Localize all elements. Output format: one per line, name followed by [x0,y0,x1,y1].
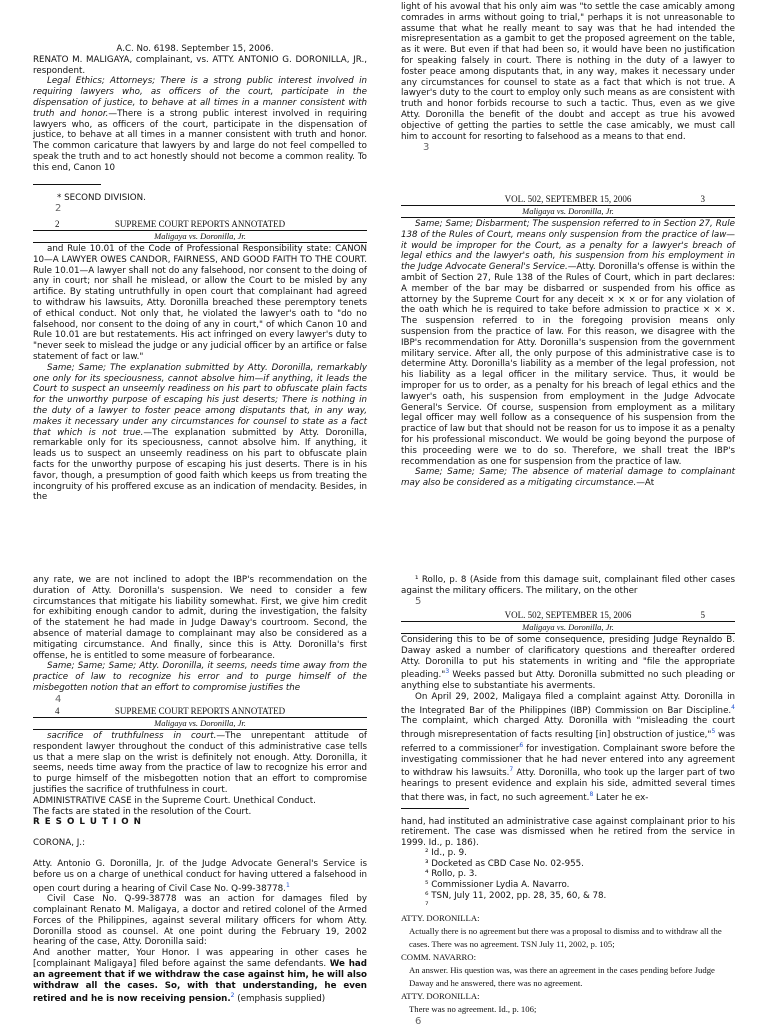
syllabus-1-italic: Legal Ethics; Attorneys; There is a strong public interest involved in requiring lawyers who, as officers of the court, participate in the dispensation of justice, to behave at all times in a manner consistent with truth and honor. [33,76,367,119]
quoted-statement [33,948,367,1005]
page-header-title: SUPREME COURT REPORTS ANNOTATED [114,706,286,716]
ponente: CORONA, J.: [33,838,85,849]
footnote-ref[interactable]: 7 [509,766,514,774]
page-number: 6 [415,1015,422,1027]
panel-1 [33,44,367,215]
footnote-ref[interactable]: 4 [731,703,735,711]
footnote-1: ¹ Rollo, p. 8 (Aside from this damage suit, complainant filed other cases against the military officers. The military, on the other [401,575,735,596]
resolution-para-3-text-b: Weeks passed but Atty. Doronilla submitted no such pleading or anything else to substantiate his averments. [401,670,735,692]
panel-6 [33,706,367,1005]
syllabus-5 [401,467,735,489]
footnote-5: ⁵ Commissioner Lydia A. Navarro. [425,880,570,891]
resolution-para-3-text: Considering this to be of some consequence, presiding Judge Reynaldo B. Daway asked a number of clarificatory questions and thereafter ordered Atty. Doronilla to put his statements in writing and "file the appropriate pleading." [401,635,735,681]
syllabus-5-text: —At [636,478,655,489]
page-header [401,610,735,622]
case-parties: RENATO M. MALIGAYA, complainant, vs. ATTY. ANTONIO G. DORONILLA, JR., respondent. [33,54,367,76]
page-subheader: Maligaya vs. Doronilla, Jr. [401,206,735,218]
page-subheader: Maligaya vs. Doronilla, Jr. [33,231,367,243]
page-number: 5 [415,596,422,608]
resolution-para-4-text-f: Later he ex- [593,792,649,803]
syllabus-1-text: —There is a strong public interest involved in requiring lawyers who, as officers of the court, participate in the dispensation of justice, to behave at all times in a manner consistent with truth and honor. The common caricature that lawyers by and large do not feel compelled to speak the truth and to act honestly should not become a common reality. To this end, Canon 10 [33,108,367,173]
syllabus-4-text: —Atty. Doronilla's offense is within the ambit of Section 27, Rule 138 of the Rules of Court, which in part declares: A member of the bar may be disbarred or suspended from his office as attorney by the Supreme Court for any deceit × × × or for any violation of the oath which he is required to take before admission to practice × × ×. The suspension referred to in the foregoing provision means only suspension from the practice of law. For this reason, we disagree with the IBP's recommendation for Atty. Doronilla's suspension from the government military service. After all, the only purpose of this administrative case is to determine Atty. Doronilla's liability as a member of the legal profession, not his liability as a legal officer in the military service. Thus, it would be improper for us to order, as a penalty for his breach of legal ethics and the lawyer's oath, his suspension from employment in the Judge Advocate General's Service. Of course, suspension from employment as a military legal officer may well follow as a consequence of his suspension from the practice of law but that should not be reason for us to impose it as a penalty for his professional misconduct. We would be going beyond the purpose of this proceeding were we to do so. Therefore, we shall treat the IBP's recommendation as one for suspension from the practice of law. [401,262,735,467]
syllabus-6-cont [33,731,367,796]
syllabus-6-text: —The unrepentant attitude of respondent lawyer throughout the conduct of this administrative case tells us that a mere slap on the wrist is definitely not enough. Atty. Doronilla, it seems, needs time away from the practice of law to recognize his error and to purge himself of the misbegotten notion that an effort to compromise justifies the sacrifice of truthfulness in court. [33,731,367,795]
resolution-title: R E S O L U T I O N [33,817,142,828]
tsn-line: Actually there is no agreement but there was a proposal to dismiss and to withdraw all the cases. There was no agreement. TSN July 11, 2002, p. 105; [409,925,722,949]
syllabus-3-cont: light of his avowal that his only aim was "to settle the case amicably among comrades in arms without going to trial," perhaps it is not unreasonable to assume that what he really meant to say was that he had intended the misrepresentation as a gambit to get the proposed agreement on the table, as it were. But even if that had been so, it would have been no justification for speaking falsely in court. There is nothing in the duty of a lawyer to foster peace among disputants that, in any way, makes it necessary under any circumstances for counsel to state as a fact that which is not true. A lawyer's duty to the court to employ only such means as are consistent with truth and honor forbids recourse to such a tactic. Thus, even as we give Atty. Doronilla the benefit of the doubt and accept as true his avowed objective of getting the parties to settle the case amicably, we must call him to account for resorting to falsehood as a means to that end. [401,2,735,142]
page-header-number: 5 [700,610,705,620]
footnote-rule [401,808,469,809]
quote-emphasis: We had an agreement that if we withdraw the case against him, he will also withdraw all the cases. So, with that understanding, he even retired and he is now receiving pension. [33,959,367,1005]
resolution-para-4-text: On April 29, 2002, Maligaya filed a complaint against Atty. Doronilla in the Integrated Bar of the Philippines (IBP) Commission on Bar Discipline. [401,691,735,716]
resolution-para-4-text-d: for investigation. Complainant swore before the investigating commissioner that he had never entered into any agreement to withdraw his lawsuits. [401,743,735,779]
case-line: ADMINISTRATIVE CASE in the Supreme Court. Unethical Conduct. [33,795,316,806]
tsn-line: There was no agreement. Id., p. 106; [409,1003,537,1014]
page-header [401,194,735,206]
tsn-line: An answer. His question was, was there an agreement in the cases pending before Judge Daway and he answered, there was no agreement. [409,964,715,988]
tsn-speaker: ATTY. DORONILLA: [401,990,480,1001]
syllabus-3-text: —The explanation submitted by Atty. Doronilla, remarkable only for its speciousness, cannot absolve him. If anything, it leads us to suspect an unseemly readiness on his part to obfuscate plain facts for the unworthy purpose of escaping his just deserts. There is in his favor, though, a presumption of good faith which keeps us from treating the incongruity of his proffered excuse as an indication of mendacity. Besides, in the [33,427,367,503]
page-header-title: VOL. 502, SEPTEMBER 15, 2006 [504,610,632,620]
footnote-6: ⁶ TSN, July 11, 2002, pp. 28, 35, 60, & 78. [425,890,607,901]
syllabus-3 [33,363,367,503]
resolution-para-4 [401,692,735,804]
resolution-para-4-text-b: The complaint, which charged Atty. Doronilla with "misleading the court through misrepresentation of facts resulting [in] obstruction of justice," [401,716,735,741]
quote-end: (emphasis supplied) [234,994,326,1005]
resolution-para-4-text-e: Atty. Doronilla, who took up the larger part of two hearings to present evidence and explain his side, admitted several times that there was, in fact, no such agreement. [401,768,735,803]
syllabus-4-italic: Same; Same; Disbarment; The suspension referred to in Section 27, Rule 138 of the Rules of Court, means only suspension from the practice of law—it would be improper for the Court, as a penalty for a lawyer's breach of legal ethics and the lawyer's oath, his suspension from his employment in the Judge Advocate General's Service. [401,219,735,273]
panel-8 [401,610,735,1028]
footnote-ref[interactable]: 6 [519,741,524,749]
page-subheader: Maligaya vs. Doronilla, Jr. [401,622,735,634]
page-header-title: SUPREME COURT REPORTS ANNOTATED [114,219,286,229]
syllabus-1 [33,76,367,173]
panel-3 [401,2,735,154]
syllabus-5-cont: any rate, we are not inclined to adopt the IBP's recommendation on the duration of Atty. Doronilla's suspension. We need to consider a few circumstances that mitigate his liability somewhat. First, we give him credit for exhibiting enough candor to admit, during the investigation, the falsity of the statement he had made in Judge Daway's courtroom. Second, the absence of material damage to complainant may also be considered as a mitigating circumstance. And finally, since this is Atty. Doronilla's first offense, he is entitled to some measure of forbearance. [33,575,367,661]
footnote-2: ² Id., p. 9. [425,848,467,859]
syllabus-3-italic: Same; Same; The explanation submitted by Atty. Doronilla, remarkably one only for its speciousness, cannot absolve him—if anything, it leads the Court to suspect an unseemly readiness on his part to obfuscate plain facts for the unworthy purpose of escaping his just deserts; There is nothing in the duty of a lawyer to foster peace among disputants that, in any way, makes it necessary under any circumstances for counsel to state as a fact that which is not true. [33,362,367,438]
syllabus-6-italic: sacrifice of truthfulness in court. [47,731,217,741]
page-header-number: 4 [55,706,60,716]
page-header-number: 2 [55,219,60,229]
footnote-rule [33,184,101,185]
resolution-para-1-text: Atty. Antonio G. Doronilla, Jr. of the Judge Advocate General's Service is before us on a charge of unethical conduct for having uttered a falsehood in open court during a hearing of Civil Case No. Q-99-38778. [33,858,367,894]
page-number: 3 [423,142,430,154]
panel-2 [33,219,367,503]
page-header [33,219,367,231]
footnote-ref[interactable]: 3 [445,668,450,676]
tsn-speaker: ATTY. DORONILLA: [401,912,480,923]
panel-4 [401,194,735,489]
syllabus-2: and Rule 10.01 of the Code of Professional Responsibility state: CANON 10—A LAWYER OWES CANDOR, FAIRNESS, AND GOOD FAITH TO THE COURT. Rule 10.01—A lawyer shall not do any falsehood, nor consent to the doing of any in court; nor shall he mislead, or allow the Court to be misled by any artifice. By stating untruthfully in open court that complainant had agreed to withdraw his lawsuits, Atty. Doronilla breached these peremptory tenets of ethical conduct. Not only that, he violated the lawyer's oath to "do no falsehood, nor consent to the doing of any in court," of which Canon 10 and Rule 10.01 are but restatements. His act infringed on every lawyer's duty to "never seek to mislead the judge or any judicial officer by an artifice or false statement of fact or law." [33,244,367,362]
syllabus-5-italic: Same; Same; Same; The absence of material damage to complainant may also be considered as a mitigating circumstance. [401,467,735,489]
quote-start: And another matter, Your Honor. I was appearing in other cases he [complainant Maligaya] filed before against the same defendants. [33,948,367,970]
footnote-ref[interactable]: 5 [711,728,716,736]
footnote-1-cont: hand, had instituted an administrative case against complainant prior to his retirement. The case was dismissed when he retired from the service in 1999. Id., p. 186). [401,816,735,848]
tsn-speaker: COMM. NAVARRO: [401,951,476,962]
syllabus-4 [401,219,735,467]
resolution-para-3 [401,635,735,692]
page-header-number: 3 [700,194,705,204]
footnote-ref[interactable]: 2 [230,992,235,1000]
page-header-title: VOL. 502, SEPTEMBER 15, 2006 [504,194,632,204]
case-citation: A.C. No. 6198. September 15, 2006. [116,44,274,54]
panel-7 [401,575,735,608]
page-subheader: Maligaya vs. Doronilla, Jr. [33,718,367,730]
footnote-3: ³ Docketed as CBD Case No. 02-955. [425,858,584,869]
footnote-7: ⁷ [425,901,429,912]
resolution-para-2: Civil Case No. Q-99-38778 was an action for damages filed by complainant Renato M. Maligaya, a doctor and retired colonel of the Armed Forces of the Philippines, against several military officers for whom Atty. Doronilla stood as counsel. At one point during the February 19, 2002 hearing of the case, Atty. Doronilla said: [33,894,367,948]
footnote-ref[interactable]: 1 [285,881,290,889]
resolution-para-1 [33,859,367,894]
footnote-ref[interactable]: 8 [589,790,594,798]
resolution-para-4-text-c: was referred to a commissioner [401,730,735,754]
panel-5 [33,575,367,706]
page-header [33,706,367,718]
page-number: 4 [55,693,62,705]
facts-line: The facts are stated in the resolution of the Court. [33,806,252,817]
footnote-4: ⁴ Rollo, p. 3. [425,869,478,880]
syllabus-6: Same; Same; Same; Atty. Doronilla, it seems, needs time away from the practice of law to recognize his error and to purge himself of the misbegotten notion that an effort to compromise justifies the [33,661,367,693]
footnote-division: * SECOND DIVISION. [57,192,146,203]
page-number: 2 [55,203,62,215]
